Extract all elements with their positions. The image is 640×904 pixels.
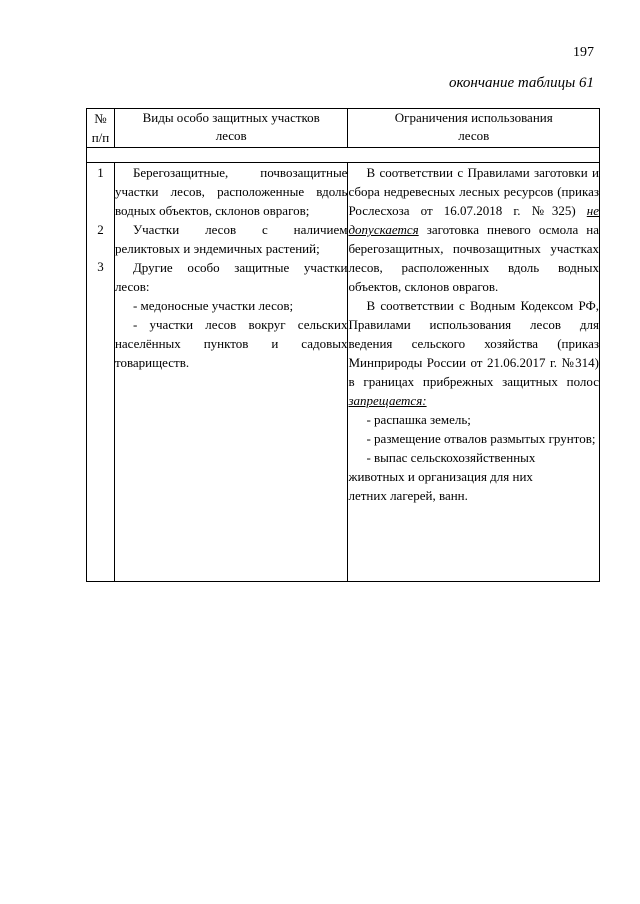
- forest-type-3-item-2: - участки лесов вокруг сельских населённых пунктов и садовых товариществ.: [114, 317, 348, 370]
- forest-type-2: Участки лесов с наличием реликтовых и эндемичных растений;: [114, 222, 348, 256]
- table-caption: окончание таблицы 61: [448, 75, 594, 91]
- forest-type-3-item-1: - медоносные участки лесов;: [132, 298, 294, 313]
- table-row: [87, 163, 600, 582]
- forest-types-cell: [114, 163, 348, 582]
- table-header-row: [87, 109, 600, 148]
- header-number-line2: п/п: [91, 130, 110, 145]
- row-number-1: 1: [97, 165, 104, 180]
- header-forest-types-line1: Виды особо защитных участков: [142, 110, 320, 125]
- row-number-3: 3: [97, 259, 104, 274]
- restrictions-table: [86, 108, 600, 582]
- header-restrictions: [348, 109, 600, 148]
- page-number: 197: [573, 45, 594, 60]
- header-restrictions-line1: Ограничения использования: [394, 110, 553, 125]
- restriction-list-item-2: - размещение отвалов размытых грунтов;: [366, 431, 596, 446]
- header-forest-types-line2: лесов: [215, 128, 247, 143]
- restriction-paragraph-2: [348, 296, 599, 410]
- row-number-2: 2: [97, 222, 104, 237]
- spacer-row: [87, 148, 600, 163]
- restriction-1-end: заготовка пневого осмола на берегозащитных, почвозащитных участках лесов, расположенных вдоль водных объектов, склонов оврагов.: [348, 222, 599, 294]
- restrictions-cell: [348, 163, 600, 582]
- header-restrictions-line2: лесов: [458, 128, 490, 143]
- restriction-list-item-1: - распашка земель;: [366, 412, 471, 427]
- row-numbers-cell: [87, 163, 115, 582]
- restriction-paragraph-1: [348, 163, 599, 296]
- restriction-list-item-3-line-1: - выпас сельскохозяйственных: [366, 450, 536, 465]
- header-forest-types: [114, 109, 348, 148]
- header-number-line1: №: [94, 111, 107, 126]
- header-number: [87, 109, 115, 148]
- restriction-list-item-3-line-2: животных и организация для них: [348, 469, 533, 484]
- forest-type-1: Берегозащитные, почвозащитные участки лесов, расположенные вдоль водных объектов, склонов оврагов;: [114, 165, 348, 218]
- restriction-list-item-3-line-3: летних лагерей, ванн.: [348, 488, 468, 503]
- restriction-1-start: В соответствии с Правилами заготовки и сбора недревесных лесных ресурсов (приказ Рослесхоза от 16.07.2018 г. №325): [348, 165, 599, 218]
- spacer-cell: [87, 148, 600, 163]
- restriction-2-start: В соответствии с Водным Кодексом РФ, Правилами использования лесов для ведения сельского хозяйства (приказ Минприроды России от 21.06.2017 г. №314) в границах прибрежных защитных полос: [348, 298, 599, 389]
- forest-type-3: Другие особо защитные участки лесов:: [114, 260, 348, 294]
- restriction-2-emphasis: запрещается:: [348, 393, 427, 408]
- restriction-1-emphasis: не допускается: [348, 203, 600, 237]
